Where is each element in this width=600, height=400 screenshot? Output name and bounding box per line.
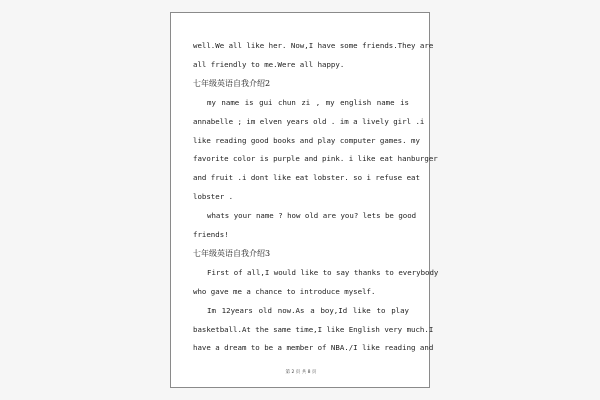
text-line: friends! [193, 230, 229, 239]
text-line: First of all,I would like to say thanks to everybody [207, 267, 439, 277]
text-line: and fruit .i dont like eat lobster. so i refuse eat [193, 173, 420, 183]
text-line: Im 12years old now.As a boy,Id like to play [207, 305, 409, 315]
document-page [170, 12, 439, 388]
text-line: whats your name ? how old are you? lets be good [207, 211, 417, 221]
text-line: my name is gui chun zi , my english name is [207, 97, 409, 107]
text-line: like reading good books and play computer games. my [193, 135, 420, 145]
section-heading: 七年级英语自我介绍3 [193, 248, 271, 258]
page-footer: 第 2 页 共 8 页 [285, 370, 317, 375]
text-line: favorite color is purple and pink. i like eat hanburger [193, 154, 438, 164]
text-line: all friendly to me.Were all happy. [193, 59, 345, 69]
text-line: who gave me a chance to introduce myself. [193, 286, 376, 296]
text-line: basketball.At the same time,I like English very much.I [193, 324, 434, 334]
text-line: annabelle ; im elven years old . im a lively girl .i [193, 116, 425, 126]
text-line: have a dream to be a member of NBA./I like reading and [193, 343, 434, 353]
text-line: lobster . [193, 192, 234, 202]
text-line: well.We all like her. Now,I have some friends.They are [193, 41, 434, 50]
section-heading: 七年级英语自我介绍2 [193, 78, 271, 88]
